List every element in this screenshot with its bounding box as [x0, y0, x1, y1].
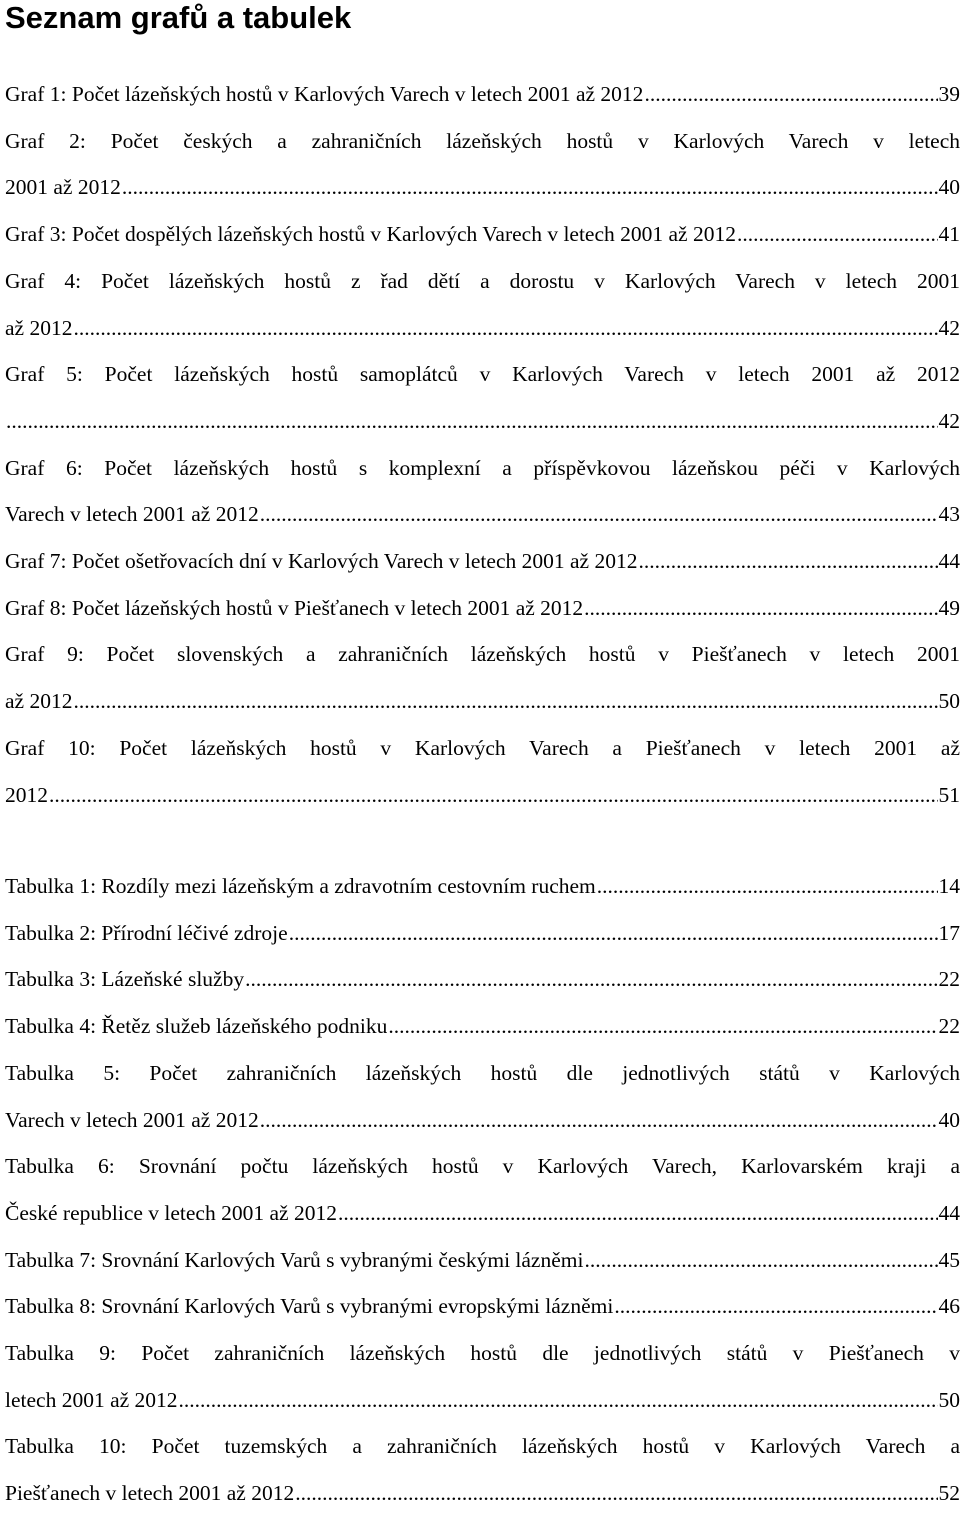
dot-leader: [260, 1097, 938, 1143]
table-entry-line: [5, 1423, 960, 1469]
table-entry-last-line: [5, 1190, 960, 1236]
dot-leader: [260, 491, 938, 537]
table-entry-last-line: [5, 1377, 960, 1423]
table-entry-last-line: [5, 910, 960, 956]
table-entry-line: [5, 1330, 960, 1376]
graph-entry-last-line: [5, 305, 960, 351]
graph-entry-line: [5, 631, 960, 677]
graph-entry-text: 2001 až 2012: [5, 164, 121, 210]
table-page-number: 52: [939, 1470, 960, 1516]
table-page-number: 22: [939, 1003, 960, 1049]
table-entry-text: Tabulka 9: Počet zahraničních lázeňských hostů dle jednotlivých států v Piešťanech v: [5, 1330, 960, 1376]
dot-leader: [49, 772, 938, 818]
table-entry-text: Tabulka 7: Srovnání Karlových Varů s vybranými českými lázněmi: [5, 1237, 583, 1283]
table-page-number: 40: [939, 1097, 960, 1143]
dot-leader: [597, 863, 938, 909]
graph-entry-text: Varech v letech 2001 až 2012: [5, 491, 259, 537]
table-entry-text: letech 2001 až 2012: [5, 1377, 178, 1423]
table-entry-text: Tabulka 10: Počet tuzemských a zahraničních lázeňských hostů v Karlových Varech a: [5, 1423, 960, 1469]
table-entry-text: Tabulka 8: Srovnání Karlových Varů s vybranými evropskými lázněmi: [5, 1283, 613, 1329]
graph-entry-text: až 2012: [5, 678, 72, 724]
graph-page-number: 43: [939, 491, 960, 537]
dot-leader: [737, 211, 938, 257]
graph-page-number: 40: [939, 164, 960, 210]
graph-entry-line: [5, 445, 960, 491]
dot-leader: [73, 678, 937, 724]
table-entry-text: Tabulka 2: Přírodní léčivé zdroje: [5, 910, 288, 956]
graph-entry-text: Graf 2: Počet českých a zahraničních lázeňských hostů v Karlových Varech v letech: [5, 118, 960, 164]
dot-leader: [289, 910, 938, 956]
table-entry-line: [5, 1143, 960, 1189]
graph-page-number: 39: [939, 71, 960, 117]
table-page-number: 14: [939, 863, 960, 909]
dot-leader: [644, 71, 937, 117]
table-entry-last-line: [5, 1003, 960, 1049]
graph-entry-line: [5, 258, 960, 304]
table-entry-text: Piešťanech v letech 2001 až 2012: [5, 1470, 294, 1516]
dot-leader: [388, 1003, 937, 1049]
graph-entry-last-line: [5, 211, 960, 257]
graph-entry-text: Graf 9: Počet slovenských a zahraničních lázeňských hostů v Piešťanech v letech 2001: [5, 631, 960, 677]
graph-entry-last-line: [5, 398, 960, 444]
table-entry-text: Varech v letech 2001 až 2012: [5, 1097, 259, 1143]
graph-entry-line: [5, 351, 960, 397]
graph-page-number: 50: [939, 678, 960, 724]
table-entry-last-line: [5, 1470, 960, 1516]
table-page-number: 50: [939, 1377, 960, 1423]
graph-entry-text: Graf 7: Počet ošetřovacích dní v Karlových Varech v letech 2001 až 2012: [5, 538, 637, 584]
table-entry-line: [5, 1050, 960, 1096]
table-entry-text: Tabulka 3: Lázeňské služby: [5, 956, 244, 1002]
table-page-number: 17: [939, 910, 960, 956]
table-entry-text: Tabulka 4: Řetěz služeb lázeňského podniku: [5, 1003, 387, 1049]
graph-entry-text: 2012: [5, 772, 48, 818]
table-entry-last-line: [5, 1097, 960, 1143]
graph-entry-last-line: [5, 585, 960, 631]
table-entry-text: Tabulka 6: Srovnání počtu lázeňských hostů v Karlových Varech, Karlovarském kraji a: [5, 1143, 960, 1189]
table-page-number: 45: [939, 1237, 960, 1283]
table-entry-last-line: [5, 1283, 960, 1329]
table-entry-text: Tabulka 5: Počet zahraničních lázeňských hostů dle jednotlivých států v Karlových: [5, 1050, 960, 1096]
dot-leader: [295, 1470, 937, 1516]
graph-entry-last-line: [5, 164, 960, 210]
table-page-number: 46: [939, 1283, 960, 1329]
page-title: Seznam grafů a tabulek: [5, 0, 351, 36]
dot-leader: [73, 305, 937, 351]
graph-entry-last-line: [5, 678, 960, 724]
graph-entry-text: Graf 4: Počet lázeňských hostů z řad dětí a dorostu v Karlových Varech v letech 2001: [5, 258, 960, 304]
graph-entry-line: [5, 725, 960, 771]
dot-leader: [245, 956, 937, 1002]
graph-entry-text: Graf 5: Počet lázeňských hostů samoplátců v Karlových Varech v letech 2001 až 2012: [5, 351, 960, 397]
dot-leader: [584, 585, 937, 631]
graph-entry-text: Graf 8: Počet lázeňských hostů v Piešťanech v letech 2001 až 2012: [5, 585, 583, 631]
dot-leader: [179, 1377, 938, 1423]
table-page-number: 44: [939, 1190, 960, 1236]
graph-entry-text: Graf 10: Počet lázeňských hostů v Karlových Varech a Piešťanech v letech 2001 až: [5, 725, 960, 771]
table-entry-text: České republice v letech 2001 až 2012: [5, 1190, 337, 1236]
table-entry-last-line: [5, 863, 960, 909]
table-entry-last-line: [5, 1237, 960, 1283]
graph-entry-last-line: [5, 538, 960, 584]
graph-page-number: 42: [939, 398, 960, 444]
dot-leader: [614, 1283, 937, 1329]
dot-leader: [584, 1237, 937, 1283]
graph-page-number: 49: [939, 585, 960, 631]
graph-entry-text: Graf 1: Počet lázeňských hostů v Karlových Varech v letech 2001 až 2012: [5, 71, 643, 117]
graph-entry-text: Graf 6: Počet lázeňských hostů s komplexní a příspěvkovou lázeňskou péči v Karlových: [5, 445, 960, 491]
table-entry-text: Tabulka 1: Rozdíly mezi lázeňským a zdravotním cestovním ruchem: [5, 863, 596, 909]
dot-leader: [638, 538, 937, 584]
graph-page-number: 41: [939, 211, 960, 257]
graph-entry-text: až 2012: [5, 305, 72, 351]
table-page-number: 22: [939, 956, 960, 1002]
graph-entry-last-line: [5, 71, 960, 117]
table-entry-last-line: [5, 956, 960, 1002]
graph-entry-text: Graf 3: Počet dospělých lázeňských hostů v Karlových Varech v letech 2001 až 2012: [5, 211, 736, 257]
graph-entry-last-line: [5, 772, 960, 818]
graph-entry-line: [5, 118, 960, 164]
dot-leader: [338, 1190, 938, 1236]
dot-leader: [6, 398, 938, 444]
dot-leader: [122, 164, 938, 210]
graph-entry-last-line: [5, 491, 960, 537]
graph-page-number: 44: [939, 538, 960, 584]
graph-page-number: 51: [939, 772, 960, 818]
graph-page-number: 42: [939, 305, 960, 351]
